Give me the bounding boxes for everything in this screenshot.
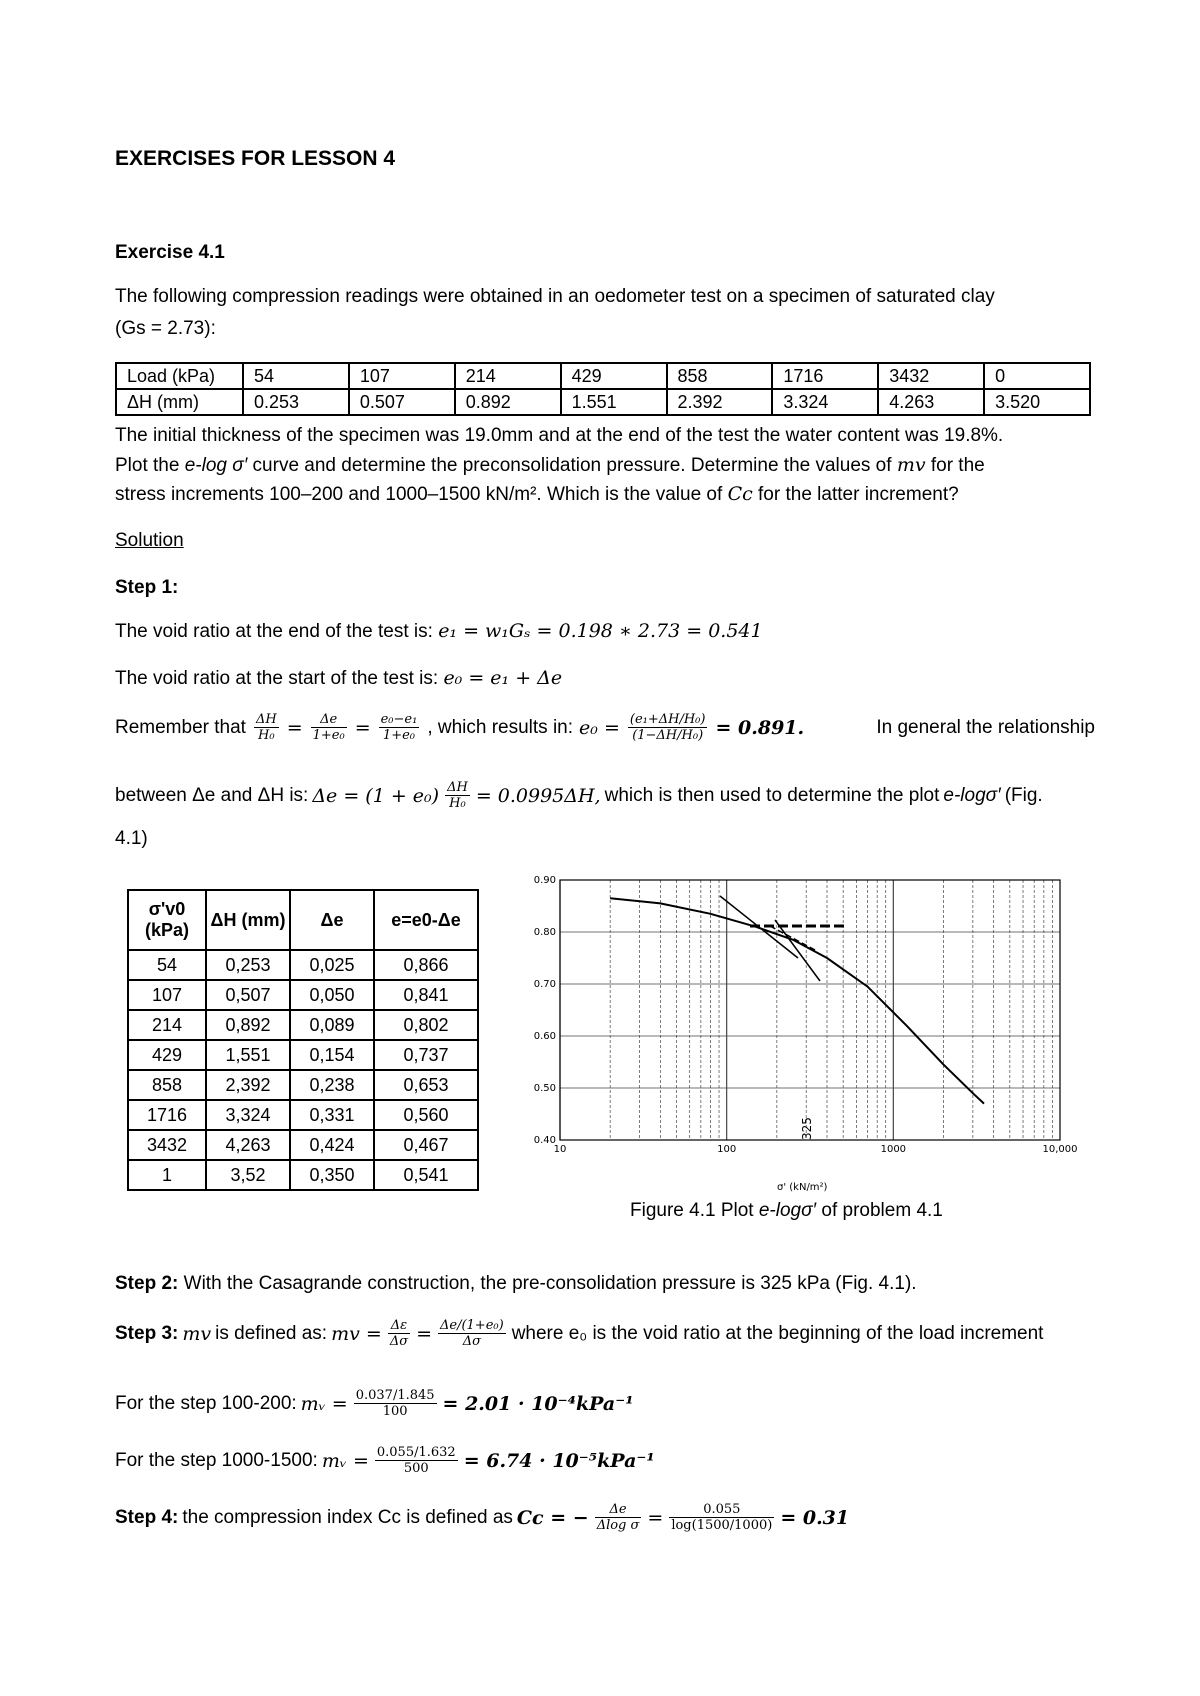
chart-grid	[560, 880, 1060, 1140]
fraction: $\frac{\Delta e}{\text{1+e₀}}$	[312, 712, 345, 743]
table-cell: 0,331	[290, 1100, 374, 1130]
text: , which results in:	[427, 716, 574, 738]
fraction: $\frac{\text{e₀−e₁}}{\text{1+e₀}}$	[380, 712, 418, 743]
numerator: 0.037/1.845	[355, 1388, 435, 1403]
fraction: $\frac{\Delta H}{\text{H₀}}$	[447, 780, 468, 811]
text: stress increments 100–200 and 1000–1500 kN/m². Which is the value of	[115, 484, 728, 505]
x-tick-label: 100	[717, 1144, 737, 1155]
table-cell: 0,350	[290, 1160, 374, 1190]
y-tick-label: 0.80	[533, 927, 556, 938]
table-cell: 0,467	[374, 1130, 478, 1160]
dh-cell: 1.551	[561, 389, 667, 415]
table-cell: 0,025	[290, 950, 374, 980]
table-cell: 0,424	[290, 1130, 374, 1160]
table-cell: 1716	[128, 1100, 206, 1130]
text-italic: e-log σ′	[184, 455, 248, 476]
exercise-heading: Exercise 4.1	[115, 242, 225, 263]
math: Cc = −	[516, 1506, 589, 1529]
text: for the	[925, 455, 985, 476]
step3-label: Step 3:	[115, 1322, 179, 1344]
x-tick-label: 10,000	[1042, 1144, 1078, 1155]
text: where e₀ is the void ratio at the beginning of the load increment	[511, 1322, 1044, 1344]
casagrande-construction	[720, 896, 848, 981]
dh-cell: 2.392	[667, 389, 773, 415]
math: = 0.0995ΔH,	[475, 784, 601, 807]
column-header: σ'v0 (kPa)	[128, 890, 206, 950]
fraction: $\frac{\Delta H}{\text{H₀}}$	[255, 712, 277, 743]
solution-label: Solution	[115, 530, 184, 551]
table-cell: 0,866	[374, 950, 478, 980]
text: for the latter increment?	[752, 484, 959, 505]
step4-label: Step 4:	[115, 1506, 179, 1528]
text: of problem 4.1	[816, 1200, 943, 1221]
column-header: ΔH (mm)	[206, 890, 290, 950]
y-tick-label: 0.90	[533, 875, 556, 886]
dh-cell: 3.520	[984, 389, 1090, 415]
annotation-325: 325	[800, 1117, 814, 1140]
table-cell: 0,154	[290, 1040, 374, 1070]
table-cell: 0,802	[374, 1010, 478, 1040]
dh-cell: 4.263	[878, 389, 984, 415]
math: e₁ = w₁Gₛ = 0.198 ∗ 2.73 = 0.541	[438, 620, 763, 642]
fig-ref: 4.1)	[115, 828, 148, 849]
text: which is then used to determine the plot	[604, 784, 940, 806]
math: mv =	[331, 1322, 382, 1345]
plot-frame	[560, 880, 1060, 1140]
math-cc: Cc	[727, 483, 753, 505]
load-cell: 858	[667, 363, 773, 389]
table-cell: 1,551	[206, 1040, 290, 1070]
denominator: 500	[403, 1461, 429, 1476]
text-italic: e-logσ′	[758, 1200, 817, 1221]
text: Plot the	[115, 455, 185, 476]
numerator: 0.055	[669, 1502, 774, 1518]
chart-series	[610, 898, 984, 1103]
table-row	[128, 1040, 478, 1070]
table-row	[128, 1130, 478, 1160]
y-tick-label: 0.70	[533, 979, 556, 990]
text: is defined as:	[215, 1322, 328, 1344]
text: curve and determine the preconsolidation pressure. Determine the values of	[247, 455, 897, 476]
x-tick-label: 1000	[880, 1144, 907, 1155]
fraction: $\frac{\text{Δe/(1+e₀)}}{\Delta\sigma}$	[440, 1318, 504, 1349]
text: The void ratio at the start of the test is:	[115, 668, 444, 689]
table-cell: 3432	[128, 1130, 206, 1160]
table-cell: 0,737	[374, 1040, 478, 1070]
chart-axes	[560, 880, 1060, 1140]
table-header-row	[128, 890, 478, 950]
fraction	[354, 1388, 437, 1419]
math: = 0.891.	[715, 716, 805, 739]
text: With the Casagrande construction, the pre-consolidation pressure is 325 kPa (Fig. 4.1).	[178, 1273, 917, 1294]
load-cell: 214	[455, 363, 561, 389]
step-100-200-line: For the step 100-200: mᵥ = $\frac{0.037/1.845}{100}$ = 2.01 · 10⁻⁴kPa⁻¹	[115, 1388, 634, 1419]
table-cell: 54	[128, 950, 206, 980]
x-tick-label: 10	[553, 1144, 567, 1155]
text: Figure 4.1 Plot	[630, 1200, 759, 1221]
load-row	[116, 363, 1090, 389]
dh-cell: 0.892	[455, 389, 561, 415]
e-log-sigma-chart	[515, 868, 1085, 1193]
text: (Fig.	[1004, 784, 1043, 806]
text: The void ratio at the end of the test is:	[115, 621, 439, 642]
load-cell: 429	[561, 363, 667, 389]
figure-caption	[630, 1200, 943, 1222]
table-cell: 4,263	[206, 1130, 290, 1160]
dh-cell: 3.324	[772, 389, 878, 415]
compression-curve	[610, 898, 984, 1103]
table-cell: 214	[128, 1010, 206, 1040]
y-tick-label: 0.60	[533, 1031, 556, 1042]
math: Δe = (1 + e₀)	[312, 784, 440, 807]
table-row	[128, 980, 478, 1010]
dh-label: ΔH (mm)	[116, 389, 243, 415]
table-cell: 0,892	[206, 1010, 290, 1040]
load-cell: 107	[349, 363, 455, 389]
table-cell: 2,392	[206, 1070, 290, 1100]
column-header: e=e0-Δe	[374, 890, 478, 950]
void-end-line	[115, 620, 763, 643]
text: between Δe and ΔH is:	[115, 784, 309, 806]
table-cell: 0,253	[206, 950, 290, 980]
table-cell: 107	[128, 980, 206, 1010]
para-line-3	[115, 483, 959, 506]
result: = 6.74 · 10⁻⁵kPa⁻¹	[463, 1449, 655, 1472]
table-cell: 0,841	[374, 980, 478, 1010]
load-cell: 54	[243, 363, 349, 389]
intro-line-2: (Gs = 2.73):	[115, 318, 216, 339]
table-row	[128, 1010, 478, 1040]
fraction: $\frac{0.055}{\log(1500/1000)}$	[671, 1502, 773, 1533]
table-cell: 1	[128, 1160, 206, 1190]
text: Remember that	[115, 716, 246, 738]
table-row	[128, 1070, 478, 1100]
text: For the step 1000-1500:	[115, 1449, 318, 1471]
between-line	[115, 780, 1043, 811]
dh-row	[116, 389, 1090, 415]
step-1000-1500-line: For the step 1000-1500: mᵥ = $\frac{0.055/1.632}{500}$ = 6.74 · 10⁻⁵kPa⁻¹	[115, 1445, 655, 1476]
text: the compression index Cc is defined as	[182, 1506, 513, 1528]
para-line-2	[115, 454, 985, 477]
numerator: 0.055/1.632	[376, 1445, 456, 1460]
table-cell: 429	[128, 1040, 206, 1070]
void-start-line	[115, 667, 562, 690]
load-label: Load (kPa)	[116, 363, 243, 389]
denominator: 100	[382, 1404, 408, 1419]
y-tick-label: 0.40	[533, 1135, 556, 1146]
step3-line: Step 3: mv is defined as: mv = $\frac{\Delta\varepsilon}{\Delta\sigma}$ = $\frac{\text{Δe/(1+e₀)}}{\Delta\sigma}$ where e₀ is the void ratio at the beginning of the load increment	[115, 1318, 1044, 1349]
math: mv	[182, 1322, 212, 1345]
table-row	[128, 1100, 478, 1130]
table-cell: 3,52	[206, 1160, 290, 1190]
column-header: Δe	[290, 890, 374, 950]
table-cell: 3,324	[206, 1100, 290, 1130]
text: For the step 100-200:	[115, 1392, 297, 1414]
step2-label: Step 2:	[115, 1273, 179, 1294]
table-cell: 0,653	[374, 1070, 478, 1100]
result: = 0.31	[780, 1506, 850, 1529]
table-cell: 858	[128, 1070, 206, 1100]
intro-line-1: The following compression readings were obtained in an oedometer test on a specimen of saturated clay	[115, 286, 995, 307]
math: e₀ = e₁ + Δe	[443, 667, 563, 689]
text: In general the relationship	[876, 716, 1095, 738]
dh-cell: 0.253	[243, 389, 349, 415]
chart-ticks	[534, 875, 1078, 1155]
result: = 2.01 · 10⁻⁴kPa⁻¹	[442, 1392, 634, 1415]
fraction	[375, 1445, 458, 1476]
step4-line: Step 4: the compression index Cc is defined as Cc = − $\frac{\Delta e}{\text{Δlog σ}}$ = $\frac{0.055}{\log(1500/1000)}$ = 0.31	[115, 1502, 850, 1533]
fraction: $\frac{\text{(e₁+ΔH/H₀)}}{\text{(1−ΔH/H₀)}}$	[629, 712, 706, 743]
text-italic: e-logσ′	[943, 784, 1001, 806]
table-cell: 0,560	[374, 1100, 478, 1130]
fraction: $\frac{\Delta e}{\text{Δlog σ}}$	[596, 1502, 640, 1533]
table-cell: 0,238	[290, 1070, 374, 1100]
table-cell: 0,507	[206, 980, 290, 1010]
load-cell: 0	[984, 363, 1090, 389]
dh-cell: 0.507	[349, 389, 455, 415]
para-line-1: The initial thickness of the specimen was 19.0mm and at the end of the test the water content was 19.8%.	[115, 425, 1004, 446]
step1-label: Step 1:	[115, 577, 179, 598]
load-cell: 3432	[878, 363, 984, 389]
math-mv: mv	[896, 454, 926, 476]
results-table	[127, 889, 479, 1191]
y-tick-label: 0.50	[533, 1083, 556, 1094]
table-row	[128, 1160, 478, 1190]
page-title: EXERCISES FOR LESSON 4	[115, 147, 396, 170]
table-cell: 0,541	[374, 1160, 478, 1190]
table-cell: 0,089	[290, 1010, 374, 1040]
fraction: $\frac{\Delta\varepsilon}{\Delta\sigma}$	[389, 1318, 409, 1349]
remember-line: Remember that $\frac{\Delta H}{\text{H₀}}$ = $\frac{\Delta e}{\text{1+e₀}}$ = $\frac{\text{e₀−e₁}}{\text{1+e₀}}$ , which results in: e₀ = $\frac{\text{(e₁+ΔH/H₀)}}{\text{(1−ΔH/H₀)}}$ = 0.891. In general the relationship	[115, 712, 1095, 743]
load-cell: 1716	[772, 363, 878, 389]
step2-line	[115, 1273, 917, 1295]
table-row	[128, 950, 478, 980]
x-axis-label: σ' (kN/m²)	[777, 1182, 828, 1193]
table-cell: 0,050	[290, 980, 374, 1010]
load-table	[115, 362, 1091, 416]
